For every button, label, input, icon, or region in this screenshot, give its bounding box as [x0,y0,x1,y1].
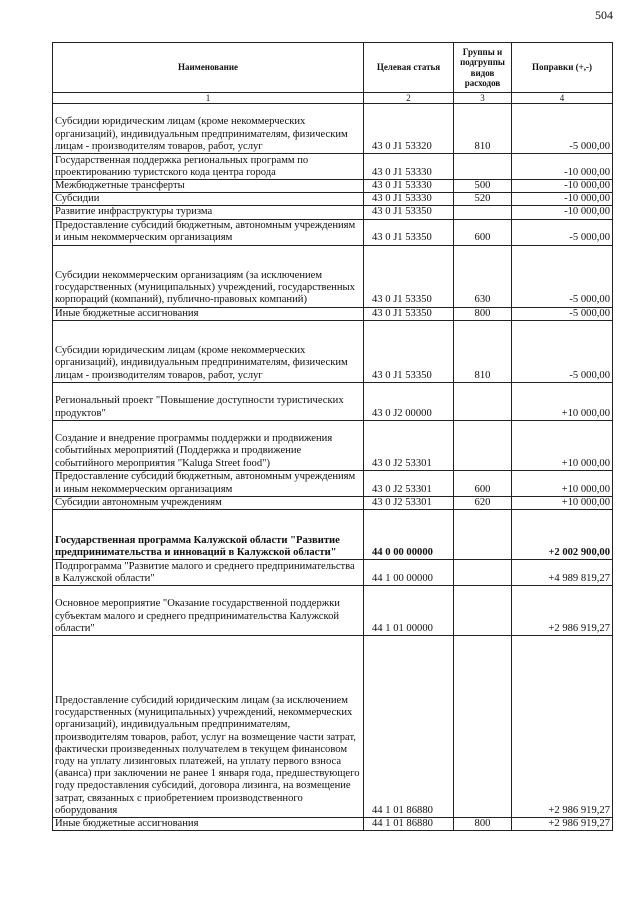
table-row [53,180,613,193]
row-amount: +2 986 919,27 [512,586,613,636]
table-row [53,307,613,320]
table-row [53,818,613,831]
header-number: 1 [53,93,364,104]
row-expense-group: 810 [454,104,512,154]
row-expense-group: 600 [454,219,512,245]
table-row [53,636,613,818]
row-amount: -5 000,00 [512,219,613,245]
row-expense-group: 800 [454,818,512,831]
row-target-code: 43 0 J1 53350 [364,206,454,219]
row-amount: -5 000,00 [512,307,613,320]
header-name: Наименование [53,43,364,93]
table-row [53,245,613,307]
table-row [53,470,613,496]
row-name: Подпрограмма "Развитие малого и среднего предпринимательства в Калужской области" [53,560,364,586]
row-target-code: 43 0 J2 00000 [364,382,454,420]
table-body [53,104,613,831]
table-row [53,510,613,560]
row-expense-group [454,154,512,180]
row-amount: +2 986 919,27 [512,636,613,818]
table-row [53,496,613,509]
row-name: Государственная программа Калужской области "Развитие предпринимательства и инноваций в Калужской области" [53,510,364,560]
row-target-code: 43 0 J1 53350 [364,307,454,320]
row-target-code: 43 0 J1 53330 [364,193,454,206]
row-amount: +10 000,00 [512,496,613,509]
row-expense-group: 600 [454,470,512,496]
row-expense-group [454,510,512,560]
row-target-code: 43 0 J1 53320 [364,104,454,154]
row-amount: -5 000,00 [512,104,613,154]
page-number: 504 [595,8,613,22]
row-name: Субсидии автономным учреждениям [53,496,364,509]
row-amount: -10 000,00 [512,180,613,193]
row-expense-group [454,206,512,219]
row-target-code: 43 0 J2 53301 [364,470,454,496]
row-name: Субсидии [53,193,364,206]
row-amount: -5 000,00 [512,245,613,307]
row-expense-group: 500 [454,180,512,193]
row-expense-group [454,586,512,636]
row-expense-group: 800 [454,307,512,320]
header-number: 3 [454,93,512,104]
row-amount: +4 989 819,27 [512,560,613,586]
row-name: Создание и внедрение программы поддержки и продвижения событийных мероприятий (Поддержка и продвижение событийного мероприятия "Kaluga Street food") [53,420,364,470]
row-amount: +10 000,00 [512,382,613,420]
row-target-code: 43 0 J1 53350 [364,320,454,382]
row-expense-group [454,382,512,420]
row-name: Межбюджетные трансферты [53,180,364,193]
table-row [53,193,613,206]
row-name: Иные бюджетные ассигнования [53,818,364,831]
row-amount: -10 000,00 [512,206,613,219]
row-name: Субсидии юридическим лицам (кроме некоммерческих организаций), индивидуальным предпринимателям, физическим лицам - производителям товаров, работ, услуг [53,104,364,154]
row-target-code: 44 1 01 00000 [364,586,454,636]
row-name: Государственная поддержка региональных программ по проектированию туристского кода центра города [53,154,364,180]
header-group: Группы и подгруппы видов расходов [454,43,512,93]
row-expense-group: 520 [454,193,512,206]
table-row [53,586,613,636]
header-number-row [53,93,613,104]
row-target-code: 44 1 01 86880 [364,818,454,831]
table-row [53,206,613,219]
row-target-code: 43 0 J2 53301 [364,496,454,509]
table-row [53,219,613,245]
row-name: Иные бюджетные ассигнования [53,307,364,320]
row-target-code: 43 0 J1 53350 [364,219,454,245]
table-row [53,104,613,154]
row-expense-group [454,560,512,586]
table-row [53,320,613,382]
row-name: Предоставление субсидий юридическим лицам (за исключением государственных (муниципальных) учреждений, некоммерческих организаций), индивидуальным предпринимателям, производителям товаров, работ, услуг на возмещение части затрат, фактически произведенных получателем в текущем финансовом году на уплату лизинговых платежей, на уплату первого взноса (аванса) при заключении не ранее 1 января года, предшествующего году предоставления субсидий, договора лизинга, на возмещение затрат, связанных с приобретением производственного оборудования [53,636,364,818]
row-expense-group: 620 [454,496,512,509]
row-name: Развитие инфраструктуры туризма [53,206,364,219]
row-amount: +10 000,00 [512,470,613,496]
row-name: Основное мероприятие "Оказание государственной поддержки субъектам малого и среднего предпринимательства Калужской области" [53,586,364,636]
budget-table [52,42,613,831]
row-target-code: 43 0 J1 53330 [364,154,454,180]
row-expense-group [454,636,512,818]
row-name: Региональный проект "Повышение доступности туристических продуктов" [53,382,364,420]
table-row [53,154,613,180]
row-name: Субсидии некоммерческим организациям (за исключением государственных (муниципальных) учреждений, государственных корпораций (компаний), публично-правовых компаний) [53,245,364,307]
row-amount: -10 000,00 [512,193,613,206]
table-row [53,560,613,586]
row-name: Субсидии юридическим лицам (кроме некоммерческих организаций), индивидуальным предпринимателям, физическим лицам - производителям товаров, работ, услуг [53,320,364,382]
row-amount: +10 000,00 [512,420,613,470]
row-target-code: 44 1 01 86880 [364,636,454,818]
row-target-code: 44 1 00 00000 [364,560,454,586]
row-amount: +2 986 919,27 [512,818,613,831]
table-header [53,43,613,104]
row-expense-group: 810 [454,320,512,382]
row-expense-group [454,420,512,470]
row-target-code: 43 0 J1 53330 [364,180,454,193]
table-row [53,420,613,470]
header-amount: Поправки (+,-) [512,43,613,93]
row-expense-group: 630 [454,245,512,307]
header-number: 4 [512,93,613,104]
row-name: Предоставление субсидий бюджетным, автономным учреждениям и иным некоммерческим организациям [53,219,364,245]
row-target-code: 44 0 00 00000 [364,510,454,560]
header-target: Целевая статья [364,43,454,93]
header-number: 2 [364,93,454,104]
row-amount: -10 000,00 [512,154,613,180]
row-amount: -5 000,00 [512,320,613,382]
row-name: Предоставление субсидий бюджетным, автономным учреждениям и иным некоммерческим организациям [53,470,364,496]
row-amount: +2 002 900,00 [512,510,613,560]
row-target-code: 43 0 J1 53350 [364,245,454,307]
table-row [53,382,613,420]
row-target-code: 43 0 J2 53301 [364,420,454,470]
